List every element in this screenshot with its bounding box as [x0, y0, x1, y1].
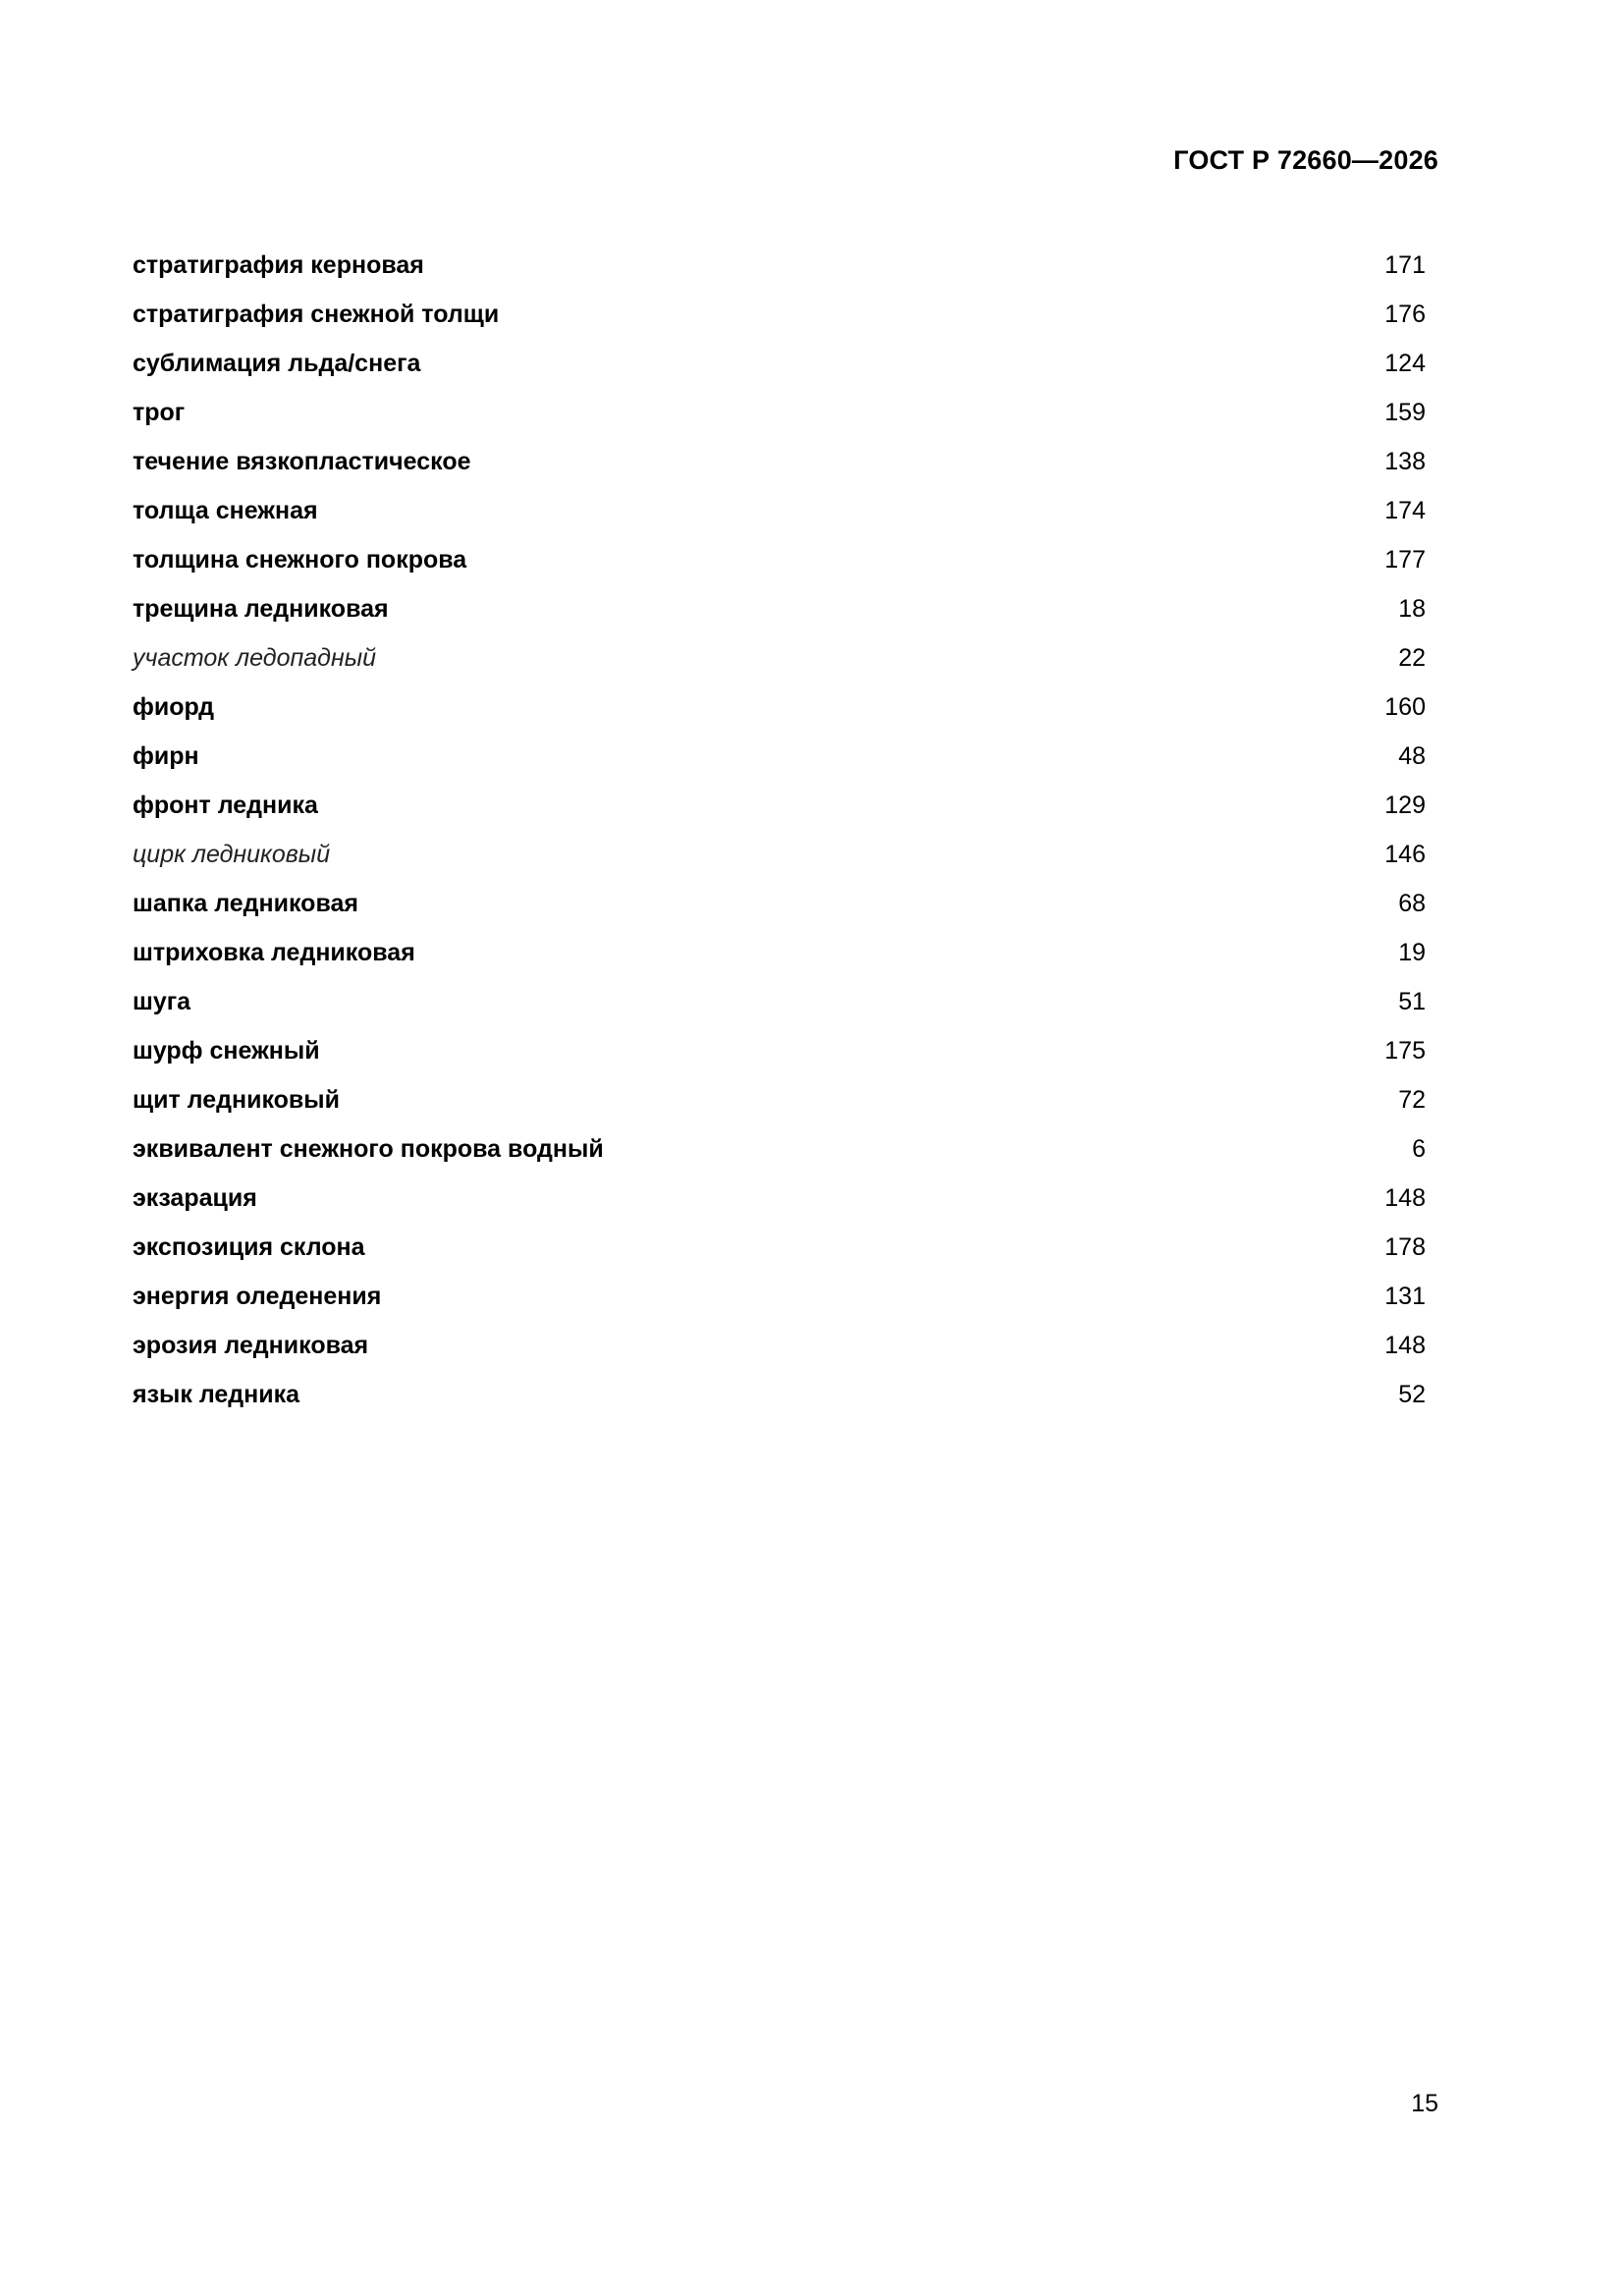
index-term-number: 177: [1384, 545, 1426, 574]
index-entry: [133, 241, 1426, 290]
index-term-number: 72: [1398, 1085, 1426, 1114]
index-term-number: 138: [1384, 447, 1426, 475]
index-term-number: 51: [1398, 987, 1426, 1015]
index-entry: [133, 1075, 1426, 1124]
index-term-number: 160: [1384, 692, 1426, 721]
index-term: фиорд: [133, 692, 215, 721]
index-term-number: 6: [1412, 1134, 1426, 1163]
index-term-number: 146: [1384, 840, 1426, 868]
index-entry: [133, 1370, 1426, 1419]
index-entry: [133, 977, 1426, 1026]
index-term: шуга: [133, 987, 191, 1015]
index-term: шапка ледниковая: [133, 889, 358, 917]
index-term: экзарация: [133, 1183, 257, 1212]
index-term-number: 68: [1398, 889, 1426, 917]
index-entry: [133, 928, 1426, 977]
index-entry: [133, 535, 1426, 584]
index-term: язык ледника: [133, 1380, 300, 1408]
index-entry: [133, 879, 1426, 928]
index-entry: [133, 1174, 1426, 1223]
index-term-number: 18: [1398, 594, 1426, 623]
index-term-number: 129: [1384, 791, 1426, 819]
index-term: трещина ледниковая: [133, 594, 389, 623]
page-number: 15: [1411, 2090, 1438, 2117]
index-term: энергия оледенения: [133, 1282, 382, 1310]
index-term-number: 22: [1398, 643, 1426, 672]
index-term: эквивалент снежного покрова водный: [133, 1134, 604, 1163]
index-term: сублимация льда/снега: [133, 349, 421, 377]
index-entry: [133, 683, 1426, 732]
index-entry: [133, 388, 1426, 437]
index-term-number: 124: [1384, 349, 1426, 377]
index-term: толща снежная: [133, 496, 318, 524]
index-term-number: 171: [1384, 250, 1426, 279]
index-term: штриховка ледниковая: [133, 938, 415, 966]
index-term-number: 175: [1384, 1036, 1426, 1065]
index-entry: [133, 1124, 1426, 1174]
index-term-number: 174: [1384, 496, 1426, 524]
index-term: толщина снежного покрова: [133, 545, 467, 574]
index-term: стратиграфия керновая: [133, 250, 424, 279]
index-entry: [133, 584, 1426, 633]
index-term: экспозиция склона: [133, 1232, 365, 1261]
index-entry: [133, 830, 1426, 879]
index-term: течение вязкопластическое: [133, 447, 471, 475]
index-entry: [133, 486, 1426, 535]
index-term-number: 131: [1384, 1282, 1426, 1310]
index-term: щит ледниковый: [133, 1085, 340, 1114]
index-entry: [133, 437, 1426, 486]
index-term: цирк ледниковый: [133, 840, 331, 868]
index-term-number: 48: [1398, 741, 1426, 770]
index-term: шурф снежный: [133, 1036, 320, 1065]
index-entry: [133, 1321, 1426, 1370]
index-entry: [133, 781, 1426, 830]
index-entry: [133, 290, 1426, 339]
term-index-list: [133, 241, 1426, 1419]
index-entry: [133, 339, 1426, 388]
index-term-number: 148: [1384, 1183, 1426, 1212]
index-term: трог: [133, 398, 186, 426]
index-entry: [133, 732, 1426, 781]
index-entry: [133, 1272, 1426, 1321]
document-header: ГОСТ Р 72660—2026: [1173, 145, 1438, 175]
index-term: фирн: [133, 741, 199, 770]
index-term: эрозия ледниковая: [133, 1331, 369, 1359]
index-entry: [133, 1223, 1426, 1272]
index-term: стратиграфия снежной толщи: [133, 300, 500, 328]
index-term-number: 178: [1384, 1232, 1426, 1261]
index-term: участок ледопадный: [133, 643, 377, 672]
index-term-number: 176: [1384, 300, 1426, 328]
index-entry: [133, 1026, 1426, 1075]
index-term: фронт ледника: [133, 791, 318, 819]
index-term-number: 148: [1384, 1331, 1426, 1359]
index-term-number: 52: [1398, 1380, 1426, 1408]
index-term-number: 159: [1384, 398, 1426, 426]
index-term-number: 19: [1398, 938, 1426, 966]
index-entry: [133, 633, 1426, 683]
